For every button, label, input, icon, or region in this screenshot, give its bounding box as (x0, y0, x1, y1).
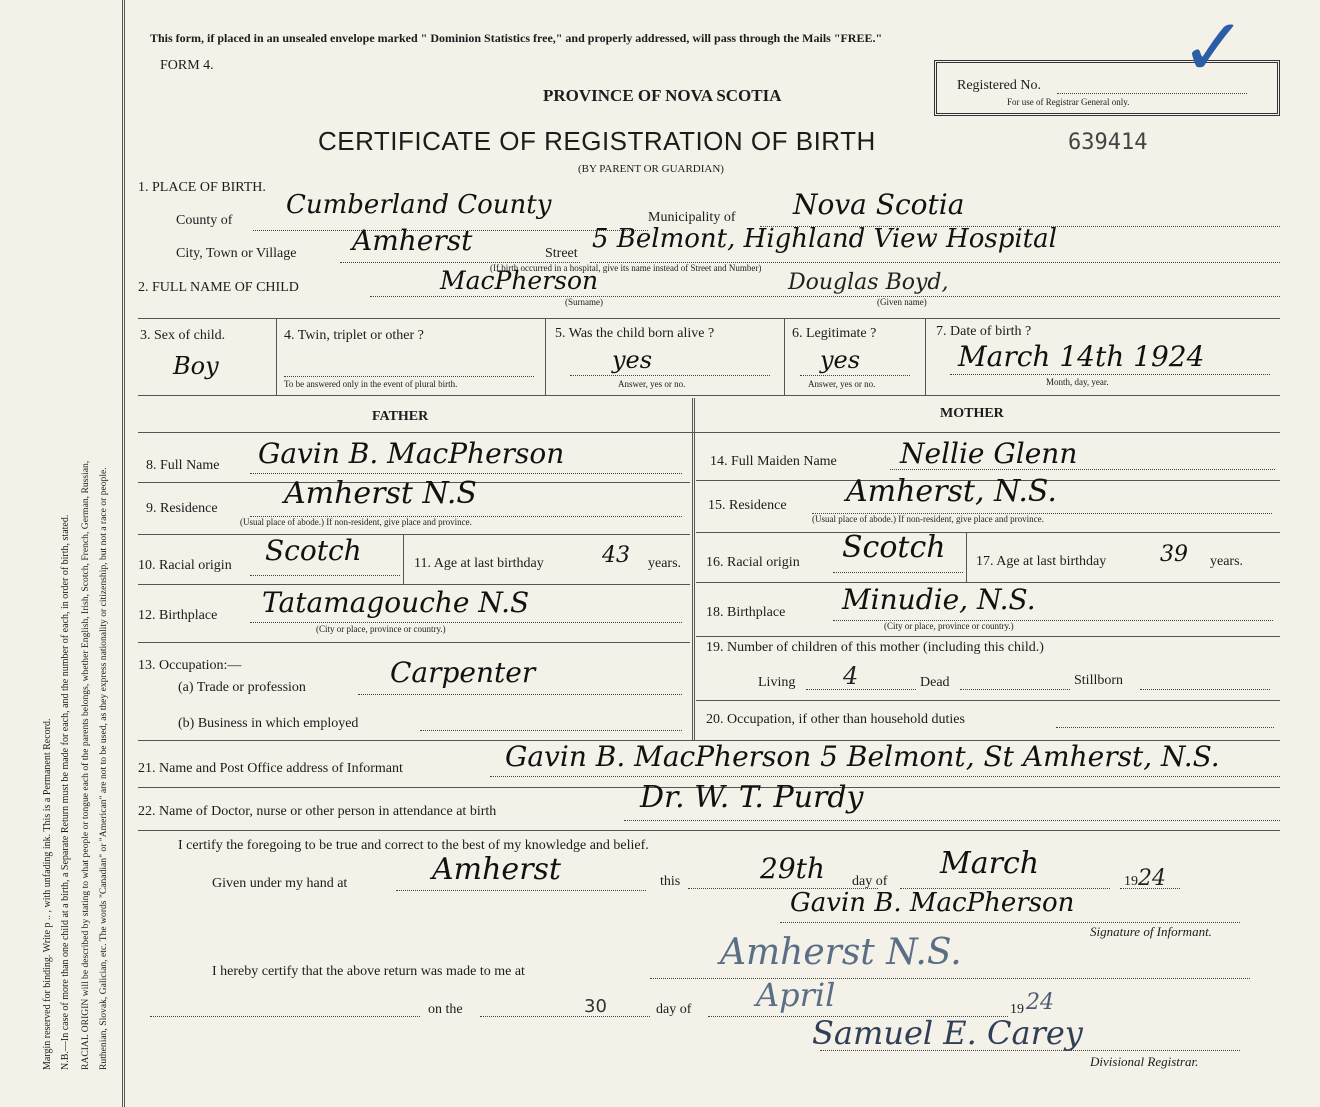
informant-signature-line (780, 922, 1240, 923)
father-racial-value: Scotch (265, 534, 362, 567)
registrar-on-label: on the (428, 1002, 463, 1017)
form-number: FORM 4. (160, 58, 214, 73)
doctor-rule (138, 830, 1280, 831)
informant-signature-label: Signature of Informant. (1090, 924, 1212, 939)
certificate-title: CERTIFICATE OF REGISTRATION OF BIRTH (318, 126, 876, 156)
this-label: this (660, 874, 681, 889)
mother-birthplace-value: Minudie, N.S. (842, 583, 1036, 616)
registrar-day-line (480, 1016, 650, 1017)
informant-label: 21. Name and Post Office address of Informant (138, 761, 403, 776)
city-label: City, Town or Village (176, 246, 297, 261)
mother-years: years. (1210, 554, 1244, 569)
twin-note: To be answered only in the event of plural birth. (284, 379, 458, 389)
alive-label: 5. Was the child born alive ? (555, 326, 715, 341)
row3-top-rule (138, 318, 1280, 319)
mother-racial-value: Scotch (842, 530, 946, 565)
mother-stillborn-line (1140, 689, 1270, 690)
mother-birthplace-label: 18. Birthplace (706, 605, 786, 620)
mother-name-label: 14. Full Maiden Name (710, 454, 837, 469)
mother-age-value: 39 (1160, 542, 1188, 567)
mother-residence-label: 15. Residence (708, 498, 787, 513)
legitimate-value: yes (820, 346, 861, 374)
informant-value: Gavin B. MacPherson 5 Belmont, St Amherst, N.S. (505, 740, 1220, 773)
mother-birthplace-note: (City or place, province or country.) (884, 621, 1014, 631)
sex-label: 3. Sex of child. (140, 328, 226, 343)
mother-racial-divider (966, 532, 967, 582)
child-surname: MacPherson (440, 266, 599, 295)
dob-note: Month, day, year. (1046, 377, 1109, 387)
father-occupation-label: 13. Occupation:— (138, 658, 242, 673)
row3-div3 (784, 318, 785, 395)
street-label: Street (545, 246, 578, 261)
place-of-birth-label: 1. PLACE OF BIRTH. (138, 180, 266, 195)
row3-div2 (545, 318, 546, 395)
alive-note: Answer, yes or no. (618, 379, 686, 389)
father-residence-label: 9. Residence (146, 501, 218, 516)
father-heading: FATHER (372, 409, 429, 424)
father-racial-label: 10. Racial origin (138, 558, 232, 573)
legitimate-note: Answer, yes or no. (808, 379, 876, 389)
given-under-label: Given under my hand at (212, 876, 348, 891)
father-birthplace-line (250, 622, 682, 623)
father-rule-10 (138, 584, 690, 585)
twin-label: 4. Twin, triplet or other ? (284, 328, 424, 343)
margin-rule (122, 0, 125, 1107)
city-value: Amherst (352, 224, 473, 257)
father-name-value: Gavin B. MacPherson (258, 437, 565, 470)
given-year-prefix: 19 (1124, 874, 1138, 889)
mother-stillborn-label: Stillborn (1074, 673, 1124, 688)
mother-rule-19 (696, 700, 1280, 701)
father-racial-divider (403, 534, 404, 584)
father-trade-line (358, 694, 682, 695)
doctor-line (624, 820, 1280, 821)
father-business-label: (b) Business in which employed (178, 716, 359, 731)
father-residence-value: Amherst N.S (284, 476, 477, 511)
alive-value: yes (612, 346, 653, 374)
mother-residence-note: (Usual place of abode.) If non-resident, give place and province. (812, 514, 1044, 524)
province-heading: PROVINCE OF NOVA SCOTIA (543, 86, 782, 105)
legitimate-label: 6. Legitimate ? (792, 326, 877, 341)
father-residence-note: (Usual place of abode.) If non-resident, give place and province. (240, 517, 472, 527)
father-rule-12 (138, 642, 690, 643)
given-year-line (1120, 888, 1180, 889)
alive-line (570, 375, 770, 376)
certificate-subtitle: (BY PARENT OR GUARDIAN) (578, 163, 724, 175)
father-age-value: 43 (602, 543, 630, 568)
mother-rule-18 (696, 636, 1280, 637)
margin-note-binding: Margin reserved for binding. Write p .. , with unfading ink. This is a Permanent Record. (42, 718, 53, 1070)
surname-note: (Surname) (565, 297, 603, 307)
mother-occupation-line (1056, 727, 1274, 728)
hospital-note: (If birth occurred in a hospital, give its name instead of Street and Number) (490, 263, 762, 273)
county-label: County of (176, 213, 233, 228)
registrar-signature-label: Divisional Registrar. (1090, 1054, 1199, 1069)
mail-note: This form, if placed in an unsealed envelope marked " Dominion Statistics free," and properly addressed, will pass through the Mails "FREE." (150, 31, 883, 45)
registrar-month-value: April (756, 976, 836, 1014)
father-rule-9 (138, 534, 690, 535)
row3-bottom-rule (138, 395, 1280, 396)
county-value: Cumberland County (286, 190, 552, 220)
father-name-line (250, 473, 682, 474)
mother-living-line (806, 689, 916, 690)
mother-racial-label: 16. Racial origin (706, 555, 800, 570)
given-year-suffix: 24 (1138, 866, 1166, 891)
registrar-day-of-label: day of (656, 1002, 692, 1017)
registrar-year-suffix: 24 (1026, 990, 1054, 1015)
mother-children-label: 19. Number of children of this mother (including this child.) (706, 640, 1044, 655)
registrar-year-prefix: 19 (1010, 1002, 1024, 1017)
municipality-label: Municipality of (648, 210, 736, 225)
mother-residence-value: Amherst, N.S. (846, 474, 1057, 509)
mother-heading: MOTHER (940, 406, 1004, 421)
doctor-label: 22. Name of Doctor, nurse or other person in attendance at birth (138, 804, 497, 819)
registrar-signature-line (820, 1050, 1240, 1051)
given-place-value: Amherst (432, 852, 561, 887)
twin-line (284, 376, 534, 377)
parents-divider (692, 398, 695, 740)
check-mark: ✓ (1180, 1, 1248, 94)
mother-name-line (890, 469, 1275, 470)
mother-rule-15 (696, 532, 1280, 533)
given-name-note: (Given name) (877, 297, 927, 307)
father-trade-value: Carpenter (390, 656, 536, 689)
certify-statement: I certify the foregoing to be true and correct to the best of my knowledge and belief. (178, 838, 649, 853)
father-age-label: 11. Age at last birthday (414, 556, 544, 571)
margin-note-racial-origin: RACIAL ORIGIN will be described by stating to what people or tongue each of the parents belongs, whether English, Irish, Scotch, French, German, Russian, (80, 460, 91, 1070)
mother-dead-line (960, 689, 1070, 690)
father-years: years. (648, 556, 682, 571)
mother-age-label: 17. Age at last birthday (976, 554, 1107, 569)
sex-value: Boy (173, 352, 219, 380)
informant-line (490, 776, 1280, 777)
mother-living-label: Living (758, 675, 796, 690)
father-business-line (420, 730, 682, 731)
dob-line (950, 374, 1270, 375)
registrar-signature: Samuel E. Carey (812, 1014, 1083, 1052)
margin-note-racial-origin-cont: Ruthenian, Slovak, Galician, etc. The words "Canadian" or "American" are not to be used, as they express nationality or citizenship, but not a race or people. (98, 467, 109, 1070)
municipality-value: Nova Scotia (793, 188, 965, 221)
given-month-value: March (940, 846, 1040, 881)
father-racial-line (250, 575, 400, 576)
registrar-use-note: For use of Registrar General only. (1007, 97, 1130, 107)
registrar-place-line (650, 978, 1250, 979)
certificate-number: 639414 (1068, 130, 1148, 155)
father-birthplace-note: (City or place, province or country.) (316, 624, 446, 634)
given-place-line (396, 890, 646, 891)
father-trade-label: (a) Trade or profession (178, 680, 306, 695)
registered-label: Registered No. (957, 78, 1041, 93)
child-name-label: 2. FULL NAME OF CHILD (138, 280, 299, 295)
registrar-day-value: 30 (584, 996, 607, 1017)
mother-racial-line (833, 572, 963, 573)
margin-note-multiple-births: N.B.—In case of more than one child at a birth, a Separate Return must be made for each, and the number of each, in order of birth, stated. (60, 514, 71, 1070)
registrar-left-line (150, 1016, 420, 1017)
dob-label: 7. Date of birth ? (936, 324, 1032, 339)
row3-div4 (925, 318, 926, 395)
informant-signature: Gavin B. MacPherson (790, 888, 1075, 918)
dob-value: March 14th 1924 (958, 340, 1205, 373)
given-day-value: 29th (760, 852, 825, 885)
mother-occupation-label: 20. Occupation, if other than household duties (706, 712, 965, 727)
child-given-name: Douglas Boyd, (788, 270, 949, 295)
child-name-line (370, 296, 1280, 297)
legitimate-line (800, 375, 910, 376)
father-birthplace-value: Tatamagouche N.S (262, 586, 530, 619)
mother-name-value: Nellie Glenn (900, 437, 1078, 470)
father-birthplace-label: 12. Birthplace (138, 608, 218, 623)
registrar-place-value: Amherst N.S. (720, 932, 962, 973)
row3-div1 (276, 318, 277, 395)
registrar-statement: I hereby certify that the above return was made to me at (212, 964, 525, 979)
father-name-label: 8. Full Name (146, 458, 220, 473)
street-value: 5 Belmont, Highland View Hospital (592, 224, 1057, 254)
doctor-value: Dr. W. T. Purdy (640, 780, 864, 815)
mother-living-value: 4 (843, 662, 859, 690)
parents-heading-rule (138, 432, 1280, 433)
given-day-of-label: day of (852, 874, 888, 889)
mother-dead-label: Dead (920, 675, 950, 690)
